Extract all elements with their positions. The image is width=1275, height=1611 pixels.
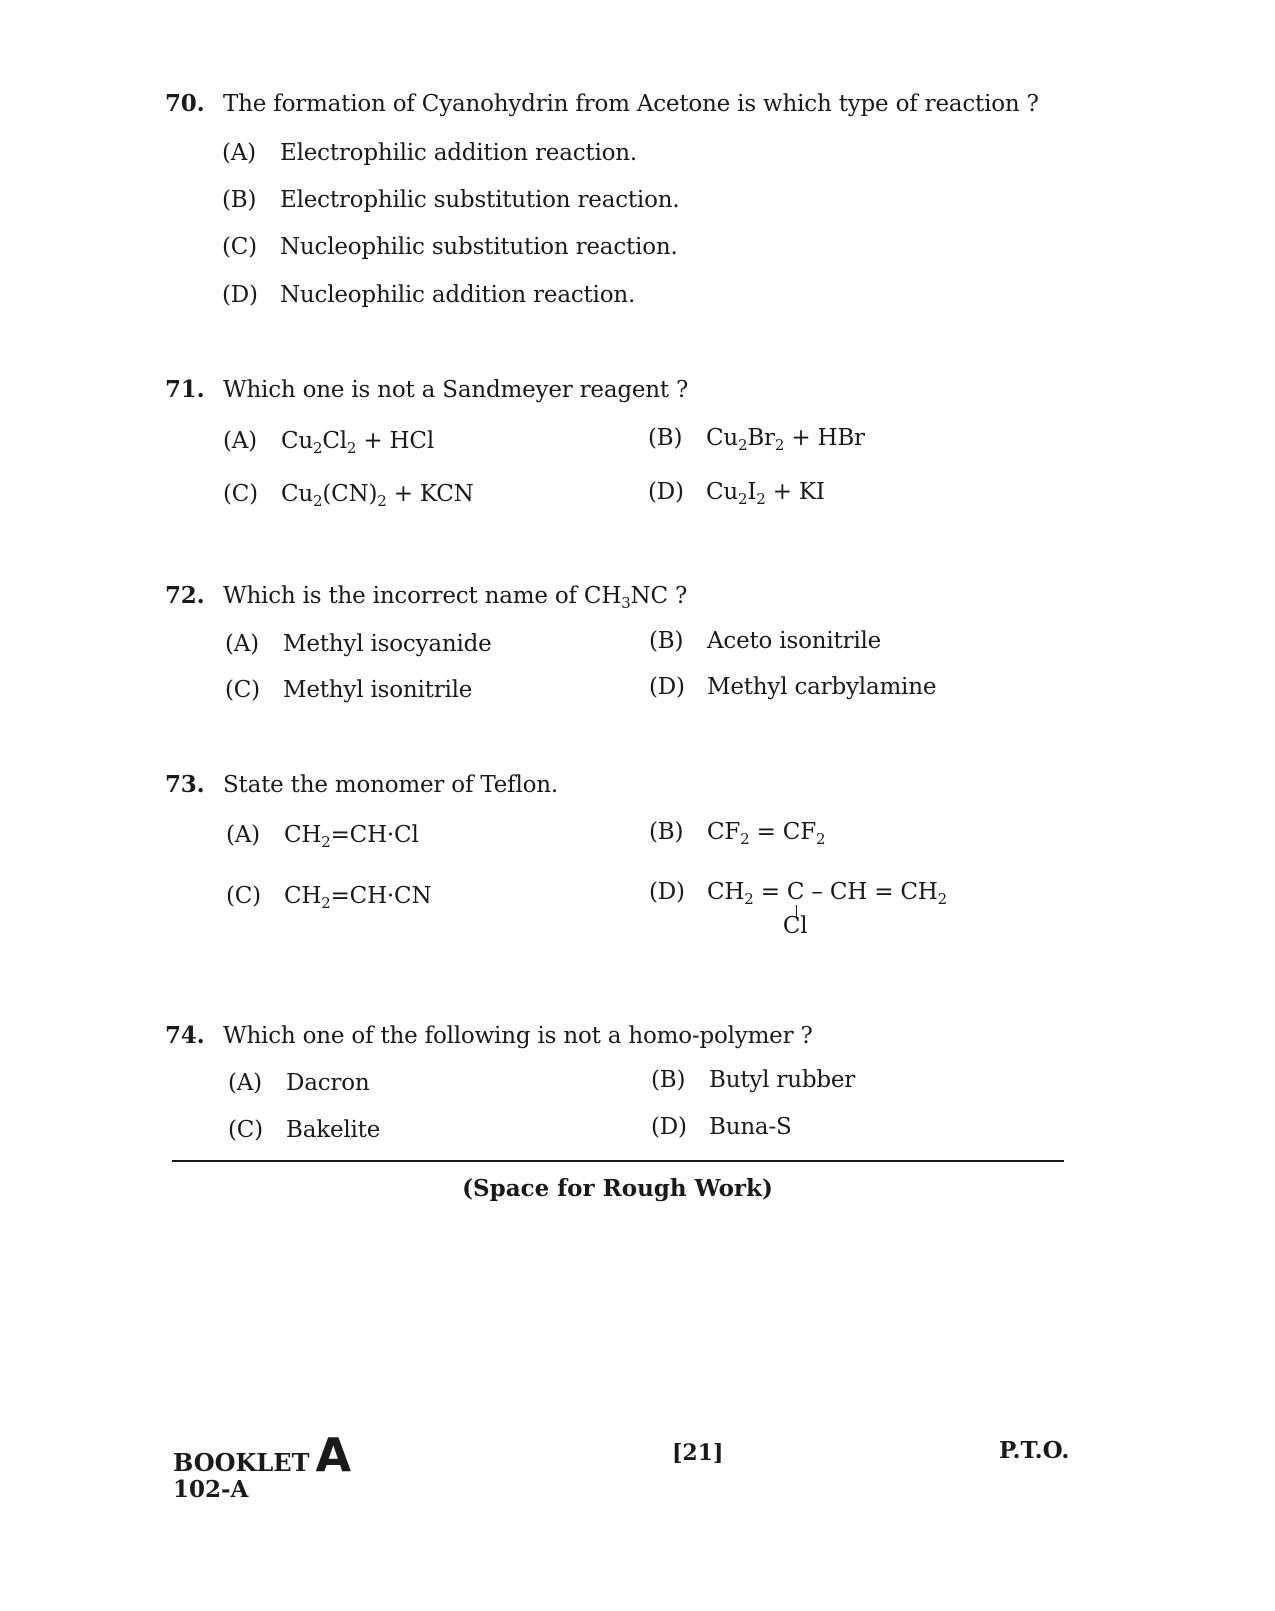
- option-72-c[interactable]: [225, 677, 472, 703]
- option-key: (B): [649, 628, 684, 654]
- formula-tetrafluoroethylene: $CF_2 = CF_2$: [707, 819, 826, 848]
- option-73-d[interactable]: [649, 879, 947, 939]
- page-number: [21]: [672, 1440, 724, 1466]
- option-72-b[interactable]: [649, 628, 881, 654]
- question-70: [165, 90, 1065, 117]
- question-74: [165, 1022, 1065, 1049]
- option-text: Electrophilic substitution reaction.: [280, 187, 680, 213]
- option-key: (D): [648, 479, 684, 505]
- formula-cu2cn2-kcn: $Cu_2(CN)_2$ + KCN: [281, 481, 474, 510]
- question-stem: Which is the incorrect name of $CH_3NC$ ?: [223, 583, 688, 612]
- option-70-c[interactable]: [222, 234, 678, 260]
- rough-work-label: (Space for Rough Work): [462, 1175, 773, 1202]
- formula-vinyl-chloride: $CH_2=CH\cdot Cl$: [284, 822, 419, 851]
- option-74-b[interactable]: [651, 1067, 855, 1093]
- option-key: (B): [648, 425, 683, 451]
- question-stem: Which one is not a Sandmeyer reagent ?: [223, 377, 689, 403]
- option-72-d[interactable]: [649, 674, 936, 700]
- pto-label: P.T.O.: [999, 1437, 1070, 1464]
- option-key: (D): [651, 1114, 687, 1140]
- question-73: [165, 771, 1065, 798]
- option-text: Methyl isonitrile: [283, 677, 473, 703]
- option-text: Methyl isocyanide: [283, 631, 492, 657]
- option-text: Methyl carbylamine: [707, 674, 937, 700]
- question-number: 74.: [165, 1022, 205, 1049]
- option-73-a[interactable]: [226, 822, 419, 851]
- option-text: Electrophilic addition reaction.: [280, 140, 637, 166]
- formula-cu2br2-hbr: $Cu_2Br_2$ + HBr: [706, 425, 865, 454]
- option-text: Bakelite: [286, 1117, 381, 1143]
- question-72: [165, 582, 1065, 612]
- booklet-code: 102-A: [173, 1476, 249, 1503]
- option-key: (A): [225, 631, 259, 657]
- question-71: [165, 376, 1065, 403]
- option-key: (C): [228, 1117, 263, 1143]
- option-key: (A): [222, 140, 256, 166]
- option-text: Butyl rubber: [709, 1067, 856, 1093]
- option-text: Nucleophilic addition reaction.: [280, 282, 636, 308]
- option-key: (A): [228, 1070, 262, 1096]
- formula-cu2i2-ki: $Cu_2I_2$ + KI: [706, 479, 825, 508]
- option-key: (B): [649, 819, 684, 845]
- option-74-a[interactable]: [228, 1070, 370, 1096]
- divider-line: [172, 1160, 1064, 1162]
- option-71-b[interactable]: [648, 425, 865, 454]
- option-70-d[interactable]: [222, 282, 635, 308]
- question-stem: The formation of Cyanohydrin from Acetone is which type of reaction ?: [223, 91, 1039, 117]
- question-stem: State the monomer of Teflon.: [223, 772, 558, 798]
- formula-acrylonitrile: $CH_2=CH\cdot CN$: [284, 883, 432, 912]
- option-key: (C): [222, 234, 257, 260]
- formula-cu2cl2-hcl: $Cu_2Cl_2$ + HCl: [281, 428, 434, 457]
- option-key: (B): [651, 1067, 686, 1093]
- option-text: Dacron: [286, 1070, 370, 1096]
- booklet-word: BOOKLET: [173, 1448, 310, 1477]
- option-73-b[interactable]: [649, 819, 826, 848]
- option-key: (A): [226, 822, 260, 848]
- option-74-d[interactable]: [651, 1114, 792, 1140]
- question-number: 71.: [165, 376, 205, 403]
- option-74-c[interactable]: [228, 1117, 380, 1143]
- option-71-a[interactable]: [223, 428, 434, 457]
- option-72-a[interactable]: [225, 631, 492, 657]
- option-key: (C): [223, 481, 258, 507]
- option-71-c[interactable]: [223, 481, 474, 510]
- question-number: 73.: [165, 771, 205, 798]
- option-70-b[interactable]: [222, 187, 679, 213]
- option-73-c[interactable]: [226, 883, 432, 912]
- option-key: (B): [222, 187, 257, 213]
- option-70-a[interactable]: [222, 140, 637, 166]
- option-key: (A): [223, 428, 257, 454]
- option-key: (D): [649, 879, 685, 905]
- formula-chloroprene: $CH_2 = C$ Cl – CH = $CH_2$: [707, 879, 947, 939]
- booklet-info: [173, 1428, 351, 1503]
- question-number: 72.: [165, 582, 205, 609]
- option-key: (D): [649, 674, 685, 700]
- option-71-d[interactable]: [648, 479, 825, 508]
- option-key: (C): [226, 883, 261, 909]
- booklet-letter: A: [315, 1428, 352, 1482]
- option-text: Nucleophilic substitution reaction.: [280, 234, 678, 260]
- option-key: (C): [225, 677, 260, 703]
- option-key: (D): [222, 282, 258, 308]
- option-text: Buna-S: [709, 1114, 792, 1140]
- question-stem: Which one of the following is not a homo-polymer ?: [223, 1023, 813, 1049]
- option-text: Aceto isonitrile: [707, 628, 882, 654]
- question-number: 70.: [165, 90, 205, 117]
